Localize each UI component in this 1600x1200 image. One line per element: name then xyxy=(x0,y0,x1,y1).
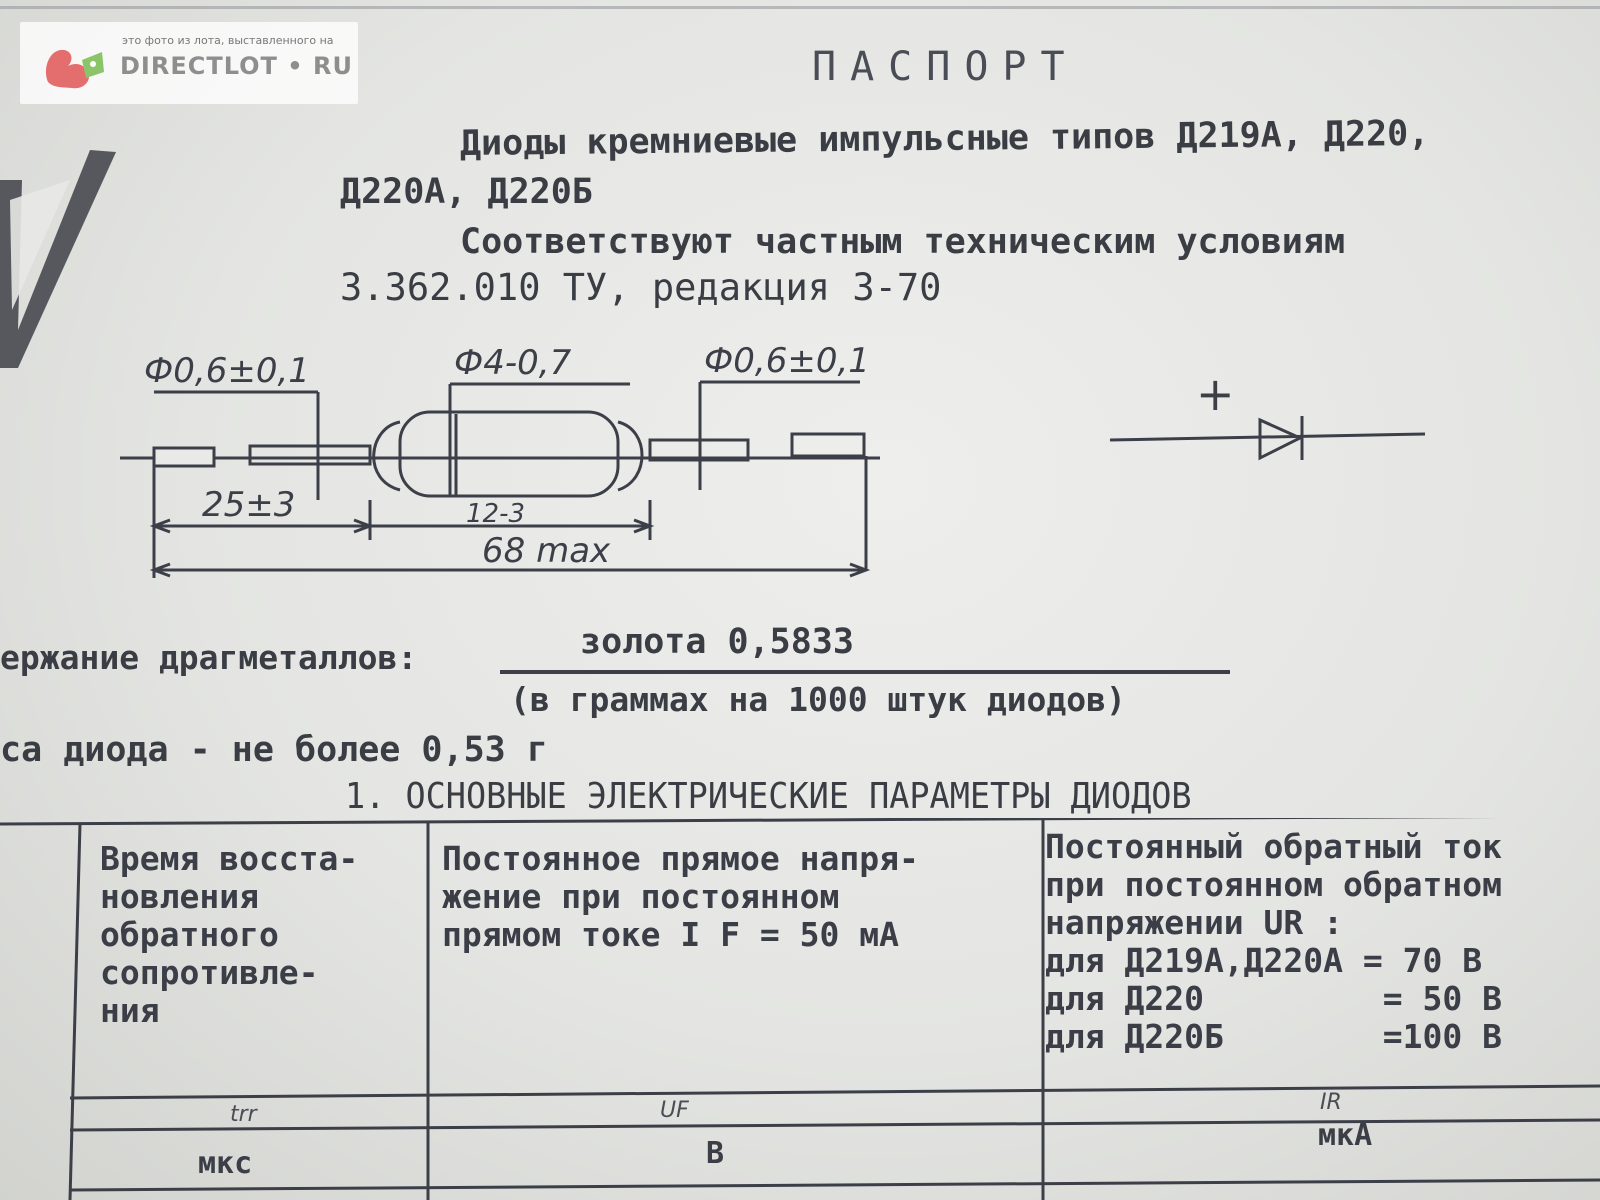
dim-body-diameter: Ф4-0,7 xyxy=(454,343,572,383)
header-reverse-current: Постоянный обратный ток при постоянном обратном напряжении UR : для Д219А,Д220А = 70 В для Д220 = 50 В для Д220Б =100 В xyxy=(1045,827,1502,1056)
top-border-line xyxy=(0,6,1600,9)
unit-microamps: мкА xyxy=(1318,1118,1373,1153)
polarity-plus: + xyxy=(1196,367,1235,421)
watermark xyxy=(20,22,358,104)
symbol-trr: trr xyxy=(230,1102,257,1127)
dim-total-length: 68 max xyxy=(482,531,611,571)
diode-mass: са диода - не более 0,53 г xyxy=(0,730,548,770)
watermark-brand: DIRECTLOT • RU xyxy=(120,52,353,80)
symbol-uf: UF xyxy=(660,1098,689,1123)
section-title: 1. ОСНОВНЫЕ ЭЛЕКТРИЧЕСКИЕ ПАРАМЕТРЫ ДИОДОВ xyxy=(345,776,1192,817)
description-line-3: Соответствуют частным техническим условиям xyxy=(460,222,1346,262)
description-line-2: Д220А, Д220Б xyxy=(340,172,593,212)
symbol-ir: IR xyxy=(1320,1090,1342,1115)
dim-lead-diameter-left: Ф0,6±0,1 xyxy=(144,351,310,391)
dim-lead-diameter-right: Ф0,6±0,1 xyxy=(704,341,870,381)
dim-body-length: 12-3 xyxy=(466,499,526,529)
header-forward-voltage: Постоянное прямое напря- жение при постоянном прямом токе I F = 50 мА xyxy=(442,839,919,954)
diode-dimension-drawing xyxy=(110,330,1460,590)
metals-underline xyxy=(500,670,1230,674)
parameters-table xyxy=(0,818,1600,1200)
check-mark-icon xyxy=(0,140,120,370)
watermark-note: это фото из лота, выставленного на xyxy=(122,34,334,47)
document-title: ПАСПОРТ xyxy=(812,44,1079,90)
precious-metals-value: золота 0,5833 xyxy=(580,622,854,662)
squirrel-logo-icon xyxy=(38,38,110,94)
dim-lead-length: 25±3 xyxy=(202,485,296,525)
precious-metals-label: ержание драгметаллов: xyxy=(0,638,418,677)
header-recovery-time: Время восста- новления обратного сопротивле- ния xyxy=(100,839,359,1030)
unit-microseconds: мкс xyxy=(198,1146,253,1181)
description-line-1: Диоды кремниевые импульсные типов Д219А, Д220, xyxy=(459,113,1430,164)
description-line-4: 3.362.010 ТУ, редакция 3-70 xyxy=(340,266,942,309)
unit-volts: В xyxy=(706,1136,725,1171)
precious-metals-unit: (в граммах на 1000 штук диодов) xyxy=(510,680,1126,719)
